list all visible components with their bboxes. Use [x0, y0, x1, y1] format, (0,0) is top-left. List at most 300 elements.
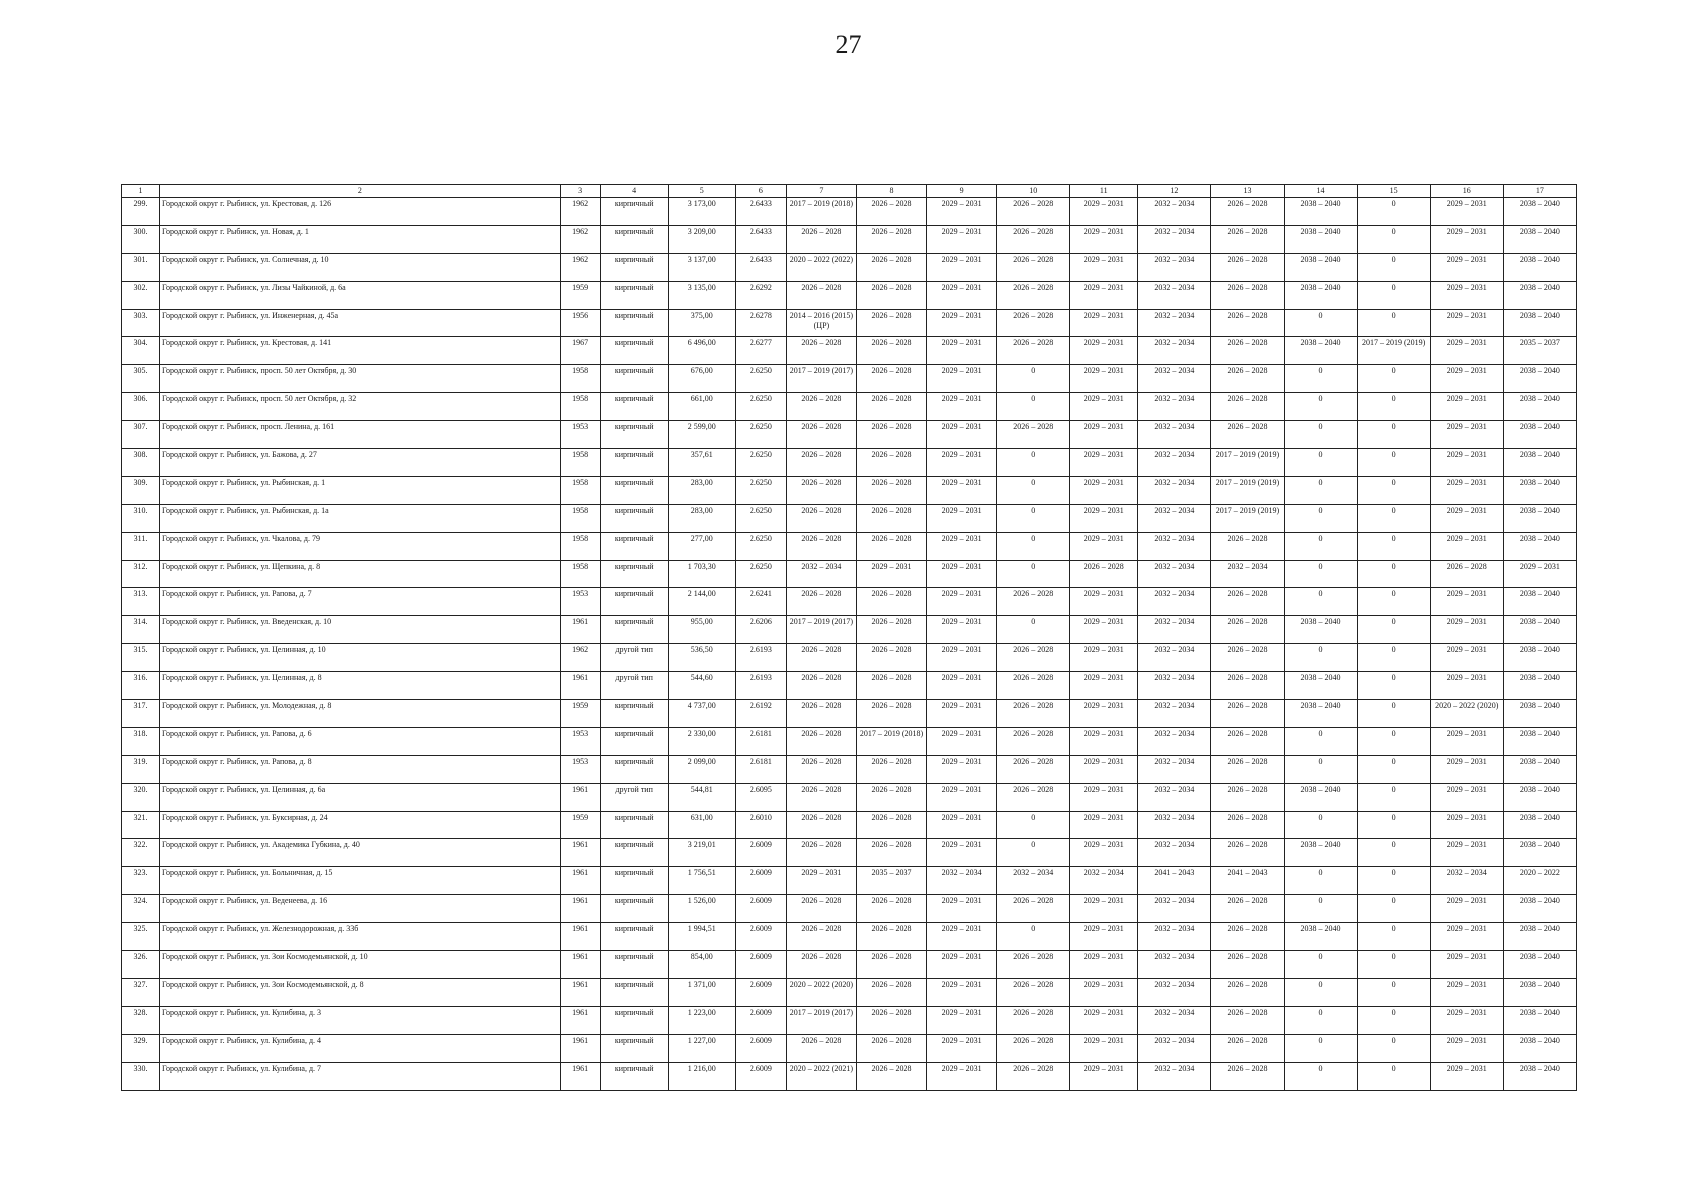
table-cell: кирпичный [600, 923, 668, 951]
table-cell: 2029 – 2031 [927, 839, 997, 867]
table-cell: 544,60 [668, 672, 735, 700]
row-number-cell: 310. [122, 504, 160, 532]
table-cell: 2038 – 2040 [1284, 198, 1357, 226]
table-cell: 2038 – 2040 [1503, 588, 1576, 616]
table-cell: кирпичный [600, 281, 668, 309]
table-cell: 0 [1357, 727, 1430, 755]
table-cell: 2038 – 2040 [1503, 700, 1576, 728]
table-cell: 2026 – 2028 [856, 839, 926, 867]
table-row [122, 560, 1577, 588]
table-cell: 2026 – 2028 [856, 393, 926, 421]
table-cell: 0 [1357, 783, 1430, 811]
table-cell: 2029 – 2031 [1503, 560, 1576, 588]
table-cell: кирпичный [600, 225, 668, 253]
address-cell: Городской округ г. Рыбинск, ул. Крестовая, д. 126 [160, 198, 561, 226]
table-cell: 2026 – 2028 [786, 337, 856, 365]
table-cell: 1961 [560, 783, 600, 811]
table-row [122, 839, 1577, 867]
table-cell: 1961 [560, 895, 600, 923]
table-cell: 2026 – 2028 [856, 1034, 926, 1062]
row-number-cell: 309. [122, 476, 160, 504]
table-cell: 0 [1284, 727, 1357, 755]
table-cell: 2.6250 [735, 365, 786, 393]
table-cell: 2.6009 [735, 923, 786, 951]
table-row [122, 588, 1577, 616]
table-cell: кирпичный [600, 727, 668, 755]
table-cell: 0 [1357, 198, 1430, 226]
row-number-cell: 316. [122, 672, 160, 700]
table-cell: 2026 – 2028 [856, 337, 926, 365]
table-cell: 1961 [560, 867, 600, 895]
table-cell: 2020 – 2022 (2022) [786, 253, 856, 281]
table-cell: 2017 – 2019 (2018) [856, 727, 926, 755]
table-cell: 2029 – 2031 [1070, 476, 1138, 504]
table-row [122, 309, 1577, 337]
table-cell: 2038 – 2040 [1503, 951, 1576, 979]
table-cell: 2029 – 2031 [1070, 755, 1138, 783]
table-cell: 2029 – 2031 [927, 393, 997, 421]
table-cell: 2032 – 2034 [1138, 588, 1211, 616]
table-cell: 2029 – 2031 [1070, 978, 1138, 1006]
table-cell: 2029 – 2031 [1430, 895, 1503, 923]
table-cell: 1962 [560, 644, 600, 672]
table-cell: 1 703,30 [668, 560, 735, 588]
table-cell: 1961 [560, 951, 600, 979]
table-row [122, 895, 1577, 923]
table-cell: 0 [1357, 309, 1430, 337]
column-header-5: 5 [668, 185, 735, 198]
table-cell: 2029 – 2031 [927, 1006, 997, 1034]
table-cell: 2026 – 2028 [786, 532, 856, 560]
table-cell: 2032 – 2034 [1070, 867, 1138, 895]
table-row [122, 923, 1577, 951]
address-cell: Городской округ г. Рыбинск, ул. Целинная, д. 6а [160, 783, 561, 811]
table-cell: 0 [1357, 951, 1430, 979]
table-cell: 2026 – 2028 [1211, 1006, 1284, 1034]
table-cell: 277,00 [668, 532, 735, 560]
address-cell: Городской округ г. Рыбинск, ул. Рыбинская, д. 1а [160, 504, 561, 532]
table-cell: 2029 – 2031 [1430, 365, 1503, 393]
table-cell: 2029 – 2031 [1070, 895, 1138, 923]
table-cell: 1962 [560, 253, 600, 281]
table-cell: 0 [997, 923, 1070, 951]
table-cell: 2029 – 2031 [1070, 337, 1138, 365]
table-cell: 0 [1357, 895, 1430, 923]
row-number-cell: 312. [122, 560, 160, 588]
table-cell: 2029 – 2031 [1070, 281, 1138, 309]
table-cell: 2038 – 2040 [1503, 504, 1576, 532]
table-cell: 2026 – 2028 [1211, 727, 1284, 755]
table-row [122, 421, 1577, 449]
table-cell: 2.6250 [735, 476, 786, 504]
table-cell: 1958 [560, 365, 600, 393]
table-cell: 1961 [560, 1034, 600, 1062]
table-cell: 1958 [560, 393, 600, 421]
table-cell: 2038 – 2040 [1284, 281, 1357, 309]
table-cell: 2029 – 2031 [1430, 672, 1503, 700]
table-cell: 6 496,00 [668, 337, 735, 365]
table-cell: 2029 – 2031 [1430, 978, 1503, 1006]
table-body [122, 198, 1577, 1091]
table-cell: 3 209,00 [668, 225, 735, 253]
table-cell: 2041 – 2043 [1138, 867, 1211, 895]
column-header-2: 2 [160, 185, 561, 198]
table-cell: 2026 – 2028 [997, 198, 1070, 226]
table-cell: 2029 – 2031 [1430, 225, 1503, 253]
table-cell: 2026 – 2028 [856, 476, 926, 504]
row-number-cell: 318. [122, 727, 160, 755]
table-cell: 2017 – 2019 (2019) [1211, 449, 1284, 477]
table-cell: 2026 – 2028 [786, 281, 856, 309]
row-number-cell: 302. [122, 281, 160, 309]
address-cell: Городской округ г. Рыбинск, просп. Ленина, д. 161 [160, 421, 561, 449]
table-cell: кирпичный [600, 198, 668, 226]
table-cell: 0 [1357, 644, 1430, 672]
table-cell: 2026 – 2028 [856, 700, 926, 728]
table-row [122, 1034, 1577, 1062]
table-cell: 2038 – 2040 [1503, 393, 1576, 421]
table-cell: 2032 – 2034 [1138, 923, 1211, 951]
table-cell: 2.6009 [735, 1034, 786, 1062]
table-cell: 2026 – 2028 [997, 951, 1070, 979]
address-cell: Городской округ г. Рыбинск, ул. Зои Космодемьянской, д. 8 [160, 978, 561, 1006]
table-cell: 2032 – 2034 [1138, 560, 1211, 588]
table-cell: 2038 – 2040 [1503, 1034, 1576, 1062]
table-cell: 0 [1284, 1062, 1357, 1090]
table-cell: 0 [1284, 449, 1357, 477]
table-cell: 1953 [560, 588, 600, 616]
table-row [122, 783, 1577, 811]
table-cell: 2029 – 2031 [1430, 532, 1503, 560]
table-cell: 1 216,00 [668, 1062, 735, 1090]
table-cell: 2020 – 2022 (2020) [1430, 700, 1503, 728]
table-cell: 2017 – 2019 (2018) [786, 198, 856, 226]
table-cell: 2026 – 2028 [1211, 923, 1284, 951]
table-cell: 2029 – 2031 [927, 923, 997, 951]
table-cell: 2026 – 2028 [856, 923, 926, 951]
table-cell: 2 099,00 [668, 755, 735, 783]
table-cell: кирпичный [600, 895, 668, 923]
table-cell: 2032 – 2034 [1138, 755, 1211, 783]
row-number-cell: 319. [122, 755, 160, 783]
table-cell: 0 [997, 449, 1070, 477]
table-cell: 2.6250 [735, 504, 786, 532]
table-cell: 0 [1284, 476, 1357, 504]
table-cell: 0 [1284, 811, 1357, 839]
address-cell: Городской округ г. Рыбинск, ул. Введенская, д. 10 [160, 616, 561, 644]
table-cell: 2026 – 2028 [1211, 895, 1284, 923]
table-cell: 536,50 [668, 644, 735, 672]
table-cell: 3 135,00 [668, 281, 735, 309]
row-number-cell: 303. [122, 309, 160, 337]
table-cell: 2014 – 2016 (2015) (ЦР) [786, 309, 856, 337]
table-cell: 2038 – 2040 [1503, 923, 1576, 951]
table-cell: 2.6009 [735, 839, 786, 867]
table-cell: 1967 [560, 337, 600, 365]
table-cell: 2026 – 2028 [997, 644, 1070, 672]
table-cell: 0 [1284, 755, 1357, 783]
table-cell: 2038 – 2040 [1503, 309, 1576, 337]
table-cell: 2029 – 2031 [927, 672, 997, 700]
table-cell: кирпичный [600, 951, 668, 979]
table-cell: 2026 – 2028 [997, 1006, 1070, 1034]
table-row [122, 449, 1577, 477]
table-cell: 2026 – 2028 [997, 672, 1070, 700]
table-cell: 2026 – 2028 [856, 811, 926, 839]
table-cell: 2029 – 2031 [1070, 951, 1138, 979]
table-cell: 2038 – 2040 [1284, 616, 1357, 644]
table-cell: 1958 [560, 504, 600, 532]
table-cell: 2029 – 2031 [1430, 923, 1503, 951]
table-cell: 2032 – 2034 [1138, 1006, 1211, 1034]
table-cell: 2 599,00 [668, 421, 735, 449]
table-cell: 0 [1284, 309, 1357, 337]
table-cell: кирпичный [600, 1062, 668, 1090]
table-cell: 0 [1357, 1006, 1430, 1034]
table-cell: кирпичный [600, 365, 668, 393]
table-cell: 2026 – 2028 [1211, 1062, 1284, 1090]
table-cell: 1961 [560, 923, 600, 951]
table-row [122, 644, 1577, 672]
table-cell: 2032 – 2034 [1138, 811, 1211, 839]
table-cell: 3 137,00 [668, 253, 735, 281]
table-cell: 0 [1284, 951, 1357, 979]
table-row [122, 672, 1577, 700]
table-cell: 2026 – 2028 [856, 755, 926, 783]
table-cell: 2026 – 2028 [1070, 560, 1138, 588]
table-row [122, 727, 1577, 755]
table-cell: 2032 – 2034 [1138, 532, 1211, 560]
row-number-cell: 314. [122, 616, 160, 644]
table-cell: другой тип [600, 672, 668, 700]
address-cell: Городской округ г. Рыбинск, ул. Щепкина, д. 8 [160, 560, 561, 588]
table-cell: 2026 – 2028 [856, 253, 926, 281]
table-cell: 2038 – 2040 [1284, 923, 1357, 951]
table-cell: 0 [1357, 560, 1430, 588]
table-cell: 2026 – 2028 [856, 978, 926, 1006]
table-cell: 2.6193 [735, 644, 786, 672]
table-cell: кирпичный [600, 337, 668, 365]
table-cell: 0 [1357, 225, 1430, 253]
table-cell: 854,00 [668, 951, 735, 979]
table-cell: кирпичный [600, 560, 668, 588]
table-cell: 1959 [560, 700, 600, 728]
table-cell: 0 [1284, 504, 1357, 532]
table-cell: 2.6433 [735, 253, 786, 281]
table-cell: 0 [1357, 672, 1430, 700]
row-number-cell: 311. [122, 532, 160, 560]
table-row [122, 978, 1577, 1006]
table-cell: 357,61 [668, 449, 735, 477]
table-row [122, 700, 1577, 728]
table-cell: 1 223,00 [668, 1006, 735, 1034]
table-cell: 1961 [560, 672, 600, 700]
table-cell: 544,81 [668, 783, 735, 811]
table-cell: 2029 – 2031 [1430, 727, 1503, 755]
table-cell: 2029 – 2031 [1430, 951, 1503, 979]
table-cell: 2035 – 2037 [856, 867, 926, 895]
table-cell: 2026 – 2028 [856, 532, 926, 560]
table-cell: 2.6009 [735, 951, 786, 979]
table-cell: 2.6433 [735, 198, 786, 226]
table-cell: кирпичный [600, 532, 668, 560]
table-cell: 2029 – 2031 [1430, 337, 1503, 365]
table-cell: кирпичный [600, 476, 668, 504]
table-row [122, 225, 1577, 253]
row-number-cell: 299. [122, 198, 160, 226]
address-cell: Городской округ г. Рыбинск, ул. Лизы Чайкиной, д. 6а [160, 281, 561, 309]
table-cell: 2038 – 2040 [1503, 281, 1576, 309]
address-cell: Городской округ г. Рыбинск, ул. Рапова, д. 6 [160, 727, 561, 755]
table-cell: 2026 – 2028 [786, 421, 856, 449]
table-cell: 0 [1357, 616, 1430, 644]
table-cell: 2.6181 [735, 755, 786, 783]
table-cell: 2026 – 2028 [997, 727, 1070, 755]
table-cell: 2029 – 2031 [927, 978, 997, 1006]
table-cell: 2029 – 2031 [1070, 253, 1138, 281]
table-cell: 2.6009 [735, 978, 786, 1006]
table-cell: 2026 – 2028 [856, 644, 926, 672]
row-number-cell: 327. [122, 978, 160, 1006]
table-cell: 1958 [560, 449, 600, 477]
address-cell: Городской округ г. Рыбинск, ул. Кулибина, д. 4 [160, 1034, 561, 1062]
table-cell: 0 [997, 811, 1070, 839]
table-cell: 2029 – 2031 [1430, 198, 1503, 226]
table-cell: 2026 – 2028 [997, 783, 1070, 811]
table-cell: 2026 – 2028 [1211, 588, 1284, 616]
table-cell: 2026 – 2028 [1211, 951, 1284, 979]
table-cell: 2026 – 2028 [786, 393, 856, 421]
column-header-11: 11 [1070, 185, 1138, 198]
table-cell: 0 [1357, 811, 1430, 839]
column-header-12: 12 [1138, 185, 1211, 198]
table-cell: 2026 – 2028 [1211, 783, 1284, 811]
table-row [122, 198, 1577, 226]
table-cell: 1958 [560, 532, 600, 560]
table-cell: 1962 [560, 225, 600, 253]
table-cell: 2029 – 2031 [927, 281, 997, 309]
table-cell: 2.6250 [735, 421, 786, 449]
table-cell: 2029 – 2031 [1430, 476, 1503, 504]
table-cell: 2017 – 2019 (2017) [786, 365, 856, 393]
table-cell: 2029 – 2031 [927, 421, 997, 449]
table-cell: 2020 – 2022 (2021) [786, 1062, 856, 1090]
row-number-cell: 301. [122, 253, 160, 281]
table-cell: 2026 – 2028 [786, 588, 856, 616]
table-row [122, 504, 1577, 532]
row-number-cell: 315. [122, 644, 160, 672]
table-cell: 2.6292 [735, 281, 786, 309]
table-cell: 1961 [560, 616, 600, 644]
table-cell: 1961 [560, 839, 600, 867]
table-cell: 2038 – 2040 [1503, 198, 1576, 226]
column-header-10: 10 [997, 185, 1070, 198]
table-cell: 2032 – 2034 [1138, 700, 1211, 728]
table-cell: 2020 – 2022 (2020) [786, 978, 856, 1006]
table-cell: кирпичный [600, 1006, 668, 1034]
address-cell: Городской округ г. Рыбинск, ул. Солнечная, д. 10 [160, 253, 561, 281]
table-cell: 2029 – 2031 [927, 644, 997, 672]
table-cell: 0 [1357, 867, 1430, 895]
table-cell: 2029 – 2031 [927, 588, 997, 616]
table-cell: 2029 – 2031 [927, 783, 997, 811]
table-cell: 2026 – 2028 [1211, 811, 1284, 839]
table-cell: 2029 – 2031 [1430, 755, 1503, 783]
table-cell: 2029 – 2031 [927, 365, 997, 393]
table-cell: 2026 – 2028 [1211, 198, 1284, 226]
table-cell: 2029 – 2031 [1430, 421, 1503, 449]
table-cell: 2.6277 [735, 337, 786, 365]
table-cell: 2026 – 2028 [786, 951, 856, 979]
table-cell: 2038 – 2040 [1284, 839, 1357, 867]
table-cell: 2032 – 2034 [1138, 309, 1211, 337]
table-cell: 2038 – 2040 [1284, 225, 1357, 253]
table-cell: 2038 – 2040 [1503, 365, 1576, 393]
table-cell: 2029 – 2031 [1070, 727, 1138, 755]
table-cell: 2032 – 2034 [1138, 839, 1211, 867]
table-cell: 2026 – 2028 [786, 811, 856, 839]
table-cell: 2026 – 2028 [786, 755, 856, 783]
table-cell: 2038 – 2040 [1503, 1006, 1576, 1034]
table-cell: 2029 – 2031 [1070, 588, 1138, 616]
table-cell: 1961 [560, 1006, 600, 1034]
row-number-cell: 324. [122, 895, 160, 923]
column-header-7: 7 [786, 185, 856, 198]
table-cell: 2032 – 2034 [1138, 644, 1211, 672]
table-cell: 2026 – 2028 [1211, 616, 1284, 644]
row-number-cell: 313. [122, 588, 160, 616]
table-cell: 2032 – 2034 [1138, 978, 1211, 1006]
column-header-15: 15 [1357, 185, 1430, 198]
row-number-cell: 326. [122, 951, 160, 979]
table-cell: 2026 – 2028 [786, 700, 856, 728]
table-cell: 0 [1284, 393, 1357, 421]
table-cell: 2026 – 2028 [1211, 365, 1284, 393]
table-cell: 2.6250 [735, 532, 786, 560]
table-row [122, 1062, 1577, 1090]
table-cell: 2.6192 [735, 700, 786, 728]
table-row [122, 253, 1577, 281]
row-number-cell: 307. [122, 421, 160, 449]
row-number-cell: 322. [122, 839, 160, 867]
table-cell: 2029 – 2031 [1430, 811, 1503, 839]
table-cell: 1 994,51 [668, 923, 735, 951]
table-cell: 2038 – 2040 [1503, 839, 1576, 867]
table-cell: 2026 – 2028 [856, 365, 926, 393]
table-cell: 2026 – 2028 [997, 978, 1070, 1006]
table-cell: кирпичный [600, 253, 668, 281]
table-cell: 0 [997, 365, 1070, 393]
table-cell: 2029 – 2031 [1430, 1034, 1503, 1062]
table-cell: 2026 – 2028 [997, 588, 1070, 616]
table-cell: 2029 – 2031 [927, 700, 997, 728]
table-cell: 2026 – 2028 [997, 1062, 1070, 1090]
table-cell: 2017 – 2019 (2019) [1357, 337, 1430, 365]
table-cell: 0 [1357, 839, 1430, 867]
address-cell: Городской округ г. Рыбинск, ул. Рапова, д. 7 [160, 588, 561, 616]
table-cell: 2032 – 2034 [1138, 253, 1211, 281]
row-number-cell: 317. [122, 700, 160, 728]
table-row [122, 811, 1577, 839]
table-cell: 0 [1357, 532, 1430, 560]
row-number-cell: 321. [122, 811, 160, 839]
table-cell: 2017 – 2019 (2017) [786, 1006, 856, 1034]
table-cell: 0 [1284, 560, 1357, 588]
table-cell: 0 [1357, 365, 1430, 393]
table-cell: 2032 – 2034 [1138, 783, 1211, 811]
table-cell: 0 [1284, 867, 1357, 895]
table-cell: 2032 – 2034 [786, 560, 856, 588]
